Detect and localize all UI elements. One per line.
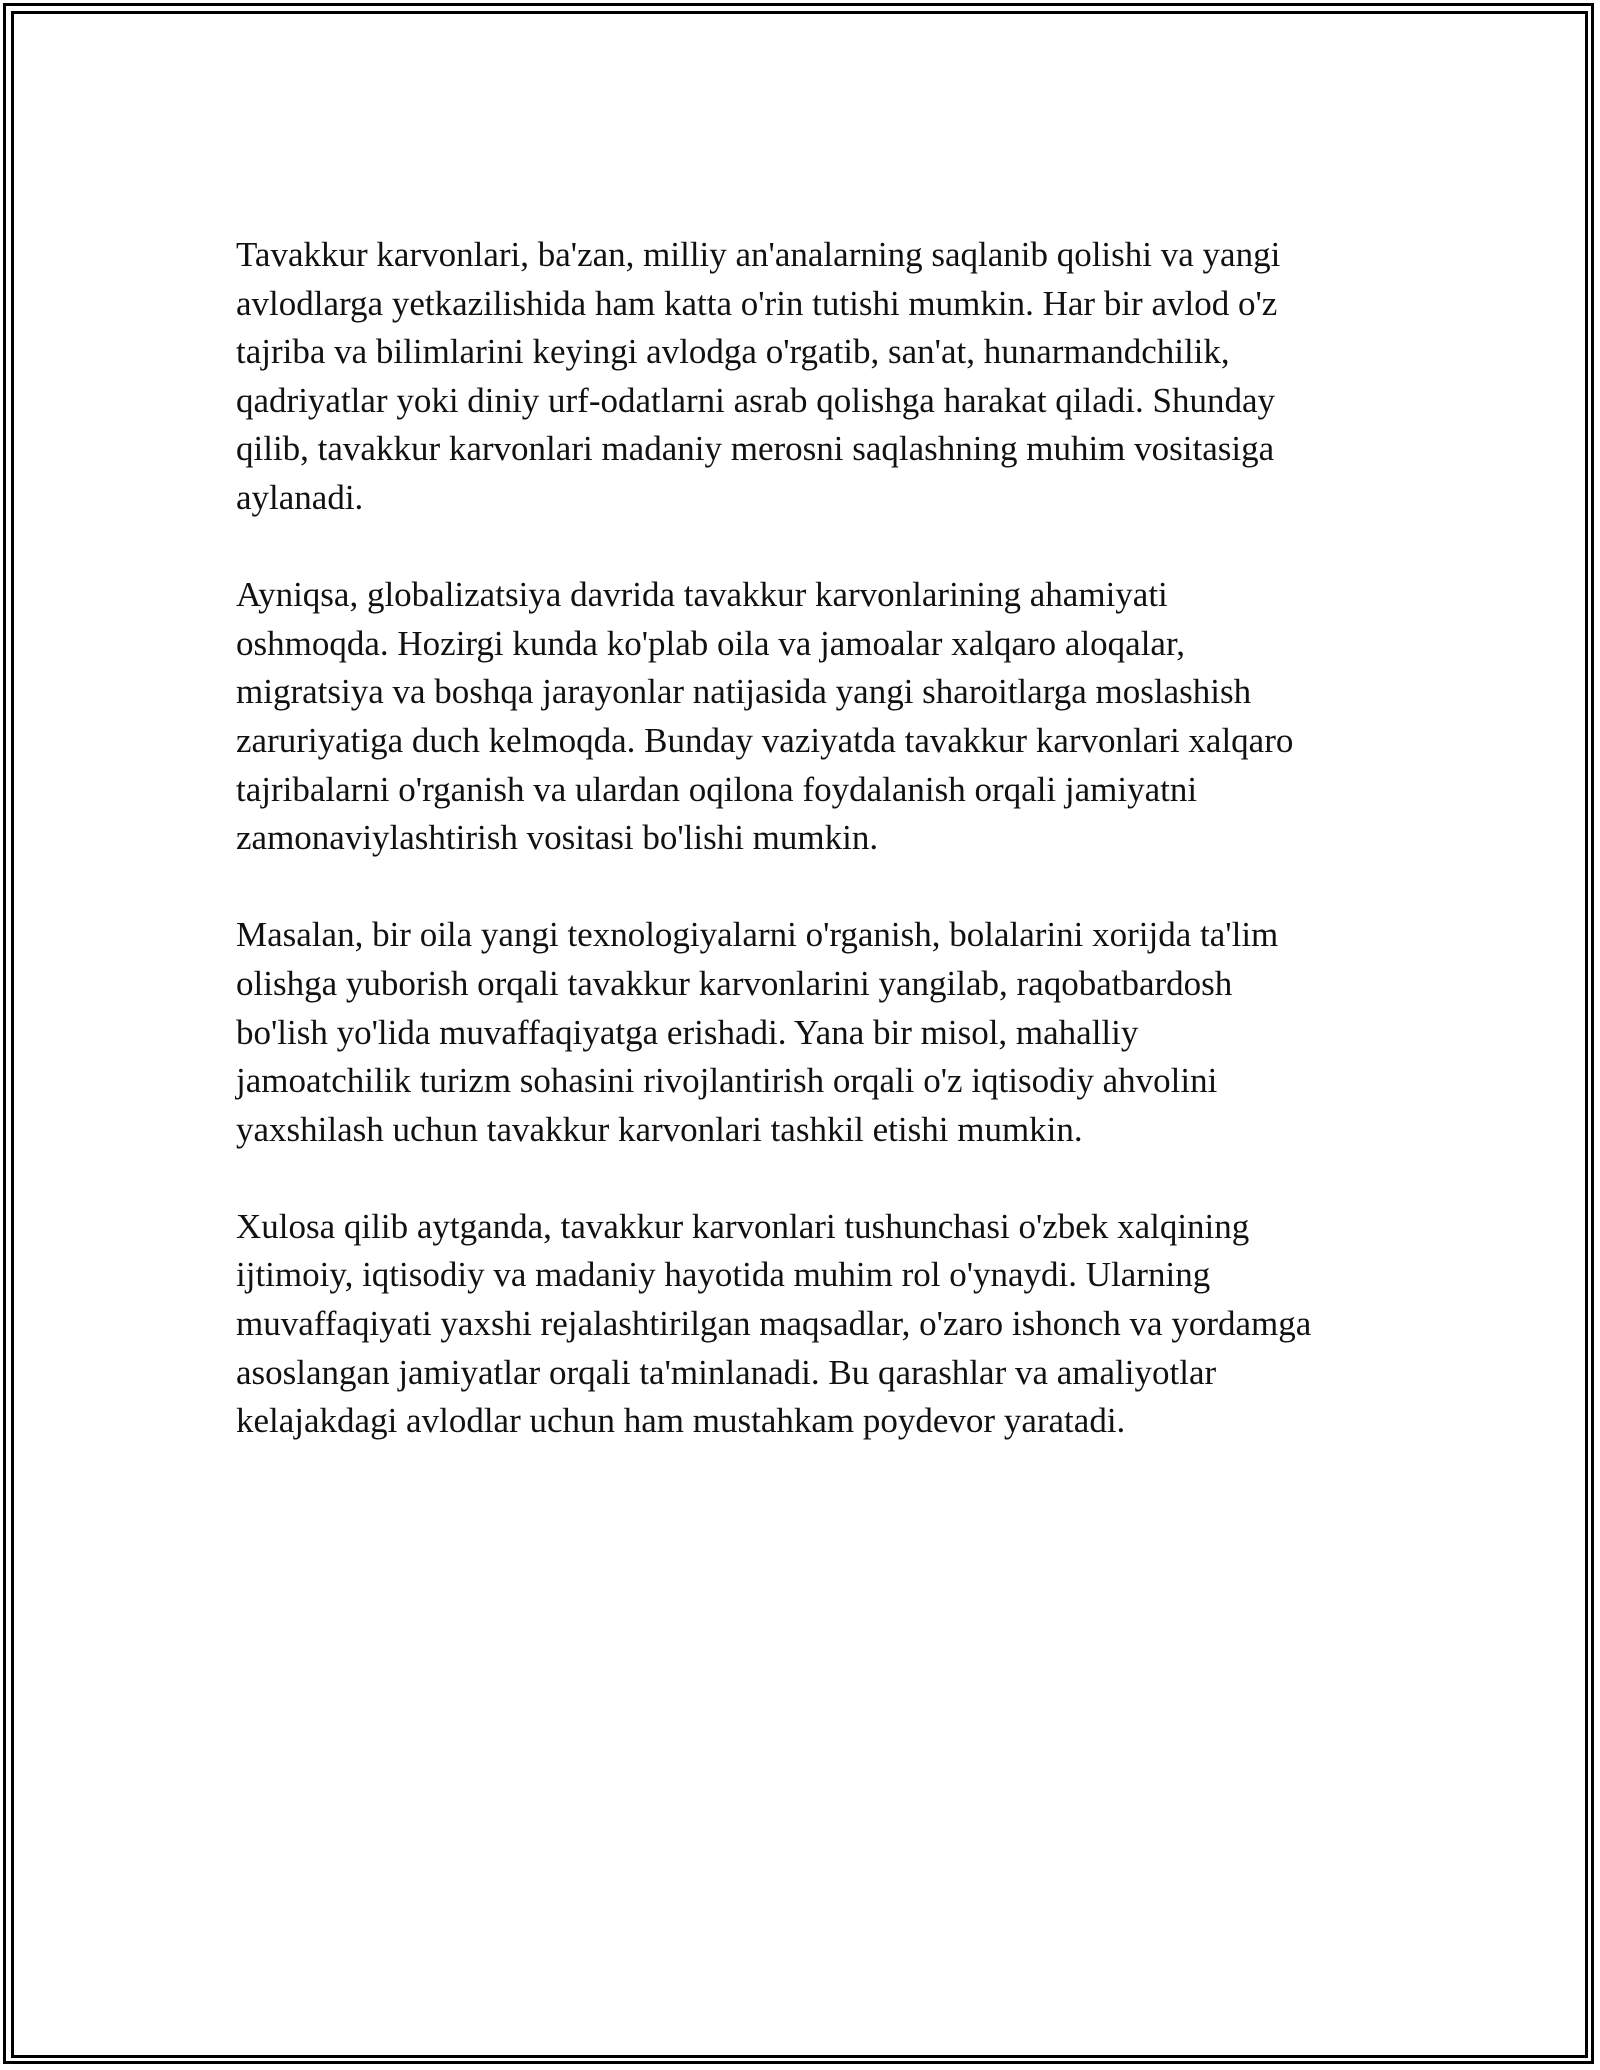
- document-body: [236, 231, 1376, 1494]
- paragraph-1: Tavakkur karvonlari, ba'zan, milliy an'analarning saqlanib qolishi va yangi avlodlarga yetkazilishida ham katta o'rin tutishi mumkin. Har bir avlod o'z tajriba va bilimlarini keyingi avlodga o'rgatib, san'at, hunarmandchilik, qadriyatlar yoki diniy urf-odatlarni asrab qolishga harakat qiladi. Shunday qilib, tavakkur karvonlari madaniy merosni saqlashning muhim vositasiga aylanadi.: [236, 235, 1281, 517]
- paragraph-4: Xulosa qilib aytganda, tavakkur karvonlari tushunchasi o'zbek xalqining ijtimoiy, iqtisodiy va madaniy hayotida muhim rol o'ynaydi. Ularning muvaffaqiyati yaxshi rejalashtirilgan maqsadlar, o'zaro ishonch va yordamga asoslangan jamiyatlar orqali ta'minlanadi. Bu qarashlar va amaliyotlar kelajakdagi avlodlar uchun ham mustahkam poydevor yaratadi.: [236, 1206, 1312, 1441]
- paragraph-2: Ayniqsa, globalizatsiya davrida tavakkur karvonlarining ahamiyati oshmoqda. Hozirgi kunda ko'plab oila va jamoalar xalqaro aloqalar, migratsiya va boshqa jarayonlar natijasida yangi sharoitlarga moslashish zaruriyatiga duch kelmoqda. Bunday vaziyatda tavakkur karvonlari xalqaro tajribalarni o'rganish va ulardan oqilona foydalanish orqali jamiyatni zamonaviylashtirish vositasi bo'lishi mumkin.: [236, 575, 1294, 858]
- paragraph-3: Masalan, bir oila yangi texnologiyalarni o'rganish, bolalarini xorijda ta'lim olishga yuborish orqali tavakkur karvonlarini yangilab, raqobatbardosh bo'lish yo'lida muvaffaqiyatga erishadi. Yana bir misol, mahalliy jamoatchilik turizm sohasini rivojlantirish orqali o'z iqtisodiy ahvolini yaxshilash uchun tavakkur karvonlari tashkil etishi mumkin.: [236, 915, 1279, 1149]
